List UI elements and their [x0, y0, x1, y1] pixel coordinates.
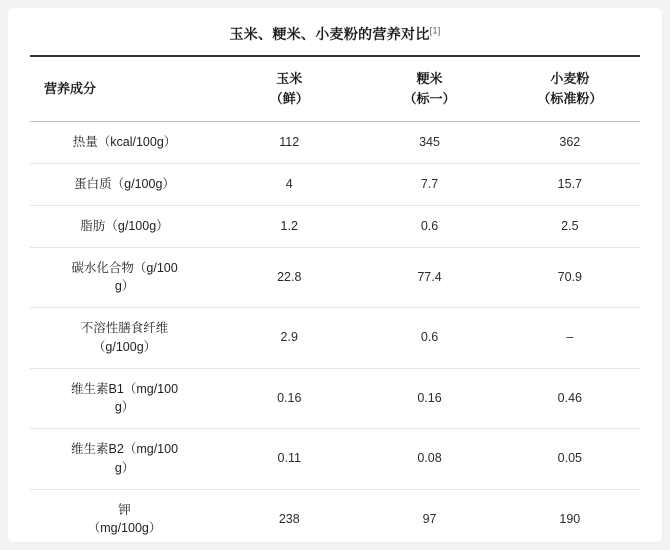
- table-header: [30, 56, 640, 122]
- cell-rice: 97: [422, 511, 437, 526]
- column-header-rice-line2: （标一）: [403, 91, 456, 107]
- row-label: [30, 164, 219, 206]
- row-label-line1: 热量（kcal/100g）: [72, 135, 177, 150]
- column-header-wheat-flour-line2: （标准粉）: [537, 91, 603, 107]
- cell-rice: 77.4: [359, 247, 499, 308]
- cell-rice: 0.08: [359, 429, 499, 490]
- cell-corn: 0.11: [219, 429, 359, 490]
- row-label: [30, 247, 219, 308]
- row-label-line1: 不溶性膳食纤维: [80, 321, 169, 336]
- row-label-line1: 碳水化合物（g/100: [71, 260, 178, 275]
- row-label-line2: （g/100g）: [92, 339, 157, 354]
- table-caption: [30, 8, 640, 55]
- table-row: [30, 308, 640, 369]
- column-header-corn-line2: （鲜）: [269, 91, 309, 107]
- cell-wheat-flour: 0.05: [500, 429, 640, 490]
- citation-reference: [1]: [429, 25, 441, 36]
- cell-corn: 0.16: [219, 368, 359, 429]
- row-label-line1: 钾: [118, 502, 131, 517]
- table-header-row: [30, 56, 640, 122]
- column-header-corn: [219, 56, 359, 122]
- column-header-nutrient: [30, 56, 219, 122]
- column-header-wheat-flour: [500, 56, 640, 122]
- table-row: [30, 164, 640, 206]
- column-header-wheat-flour-line1: 小麦粉: [550, 71, 590, 86]
- column-header-rice-line1: 粳米: [416, 71, 443, 86]
- row-label-line2: （mg/100g）: [87, 521, 162, 536]
- row-label: [30, 489, 219, 542]
- cell-corn: 112: [219, 122, 359, 164]
- cell-rice: 7.7: [359, 164, 499, 206]
- column-header-nutrient-line1: 营养成分: [44, 81, 97, 97]
- row-label-line1: 脂肪（g/100g）: [80, 218, 169, 233]
- row-label-line1: 维生素B2（mg/100: [71, 442, 179, 457]
- cell-wheat-flour: 190: [559, 511, 581, 526]
- cell-rice: 345: [359, 122, 499, 164]
- row-label: [30, 429, 219, 490]
- column-header-corn-line1: 玉米: [276, 71, 303, 86]
- row-label-line1: 蛋白质（g/100g）: [74, 177, 175, 192]
- row-label-line2: g）: [114, 460, 135, 475]
- cell-wheat-flour: 2.5: [500, 205, 640, 247]
- table-row: [30, 368, 640, 429]
- cell-corn: 2.9: [219, 308, 359, 369]
- table-row: [30, 247, 640, 308]
- nutrition-table-container: [8, 8, 662, 542]
- table-row: [30, 122, 640, 164]
- row-label: [30, 368, 219, 429]
- cell-rice: 0.6: [359, 308, 499, 369]
- cell-corn: 4: [219, 164, 359, 206]
- row-label-line2: g）: [114, 279, 135, 294]
- table-row: [30, 205, 640, 247]
- row-label-line1: 维生素B1（mg/100: [71, 381, 179, 396]
- cell-wheat-flour: –: [500, 308, 640, 369]
- row-label: [30, 205, 219, 247]
- cell-wheat-flour: 0.46: [500, 368, 640, 429]
- table-row: [30, 489, 640, 542]
- cell-rice: 0.6: [359, 205, 499, 247]
- row-label-line2: g）: [114, 400, 135, 415]
- cell-corn: 22.8: [219, 247, 359, 308]
- row-label: [30, 308, 219, 369]
- table-body: [30, 122, 640, 542]
- document-page: [8, 8, 662, 542]
- cell-corn: 1.2: [219, 205, 359, 247]
- cell-wheat-flour: 362: [500, 122, 640, 164]
- table-row: [30, 429, 640, 490]
- cell-wheat-flour: 15.7: [500, 164, 640, 206]
- cell-corn: 238: [278, 511, 300, 526]
- cell-rice: 0.16: [359, 368, 499, 429]
- table-caption-text: 玉米、粳米、小麦粉的营养对比: [229, 26, 430, 42]
- row-label: [30, 122, 219, 164]
- cell-wheat-flour: 70.9: [500, 247, 640, 308]
- nutrition-comparison-table: [30, 55, 640, 542]
- column-header-rice: [359, 56, 499, 122]
